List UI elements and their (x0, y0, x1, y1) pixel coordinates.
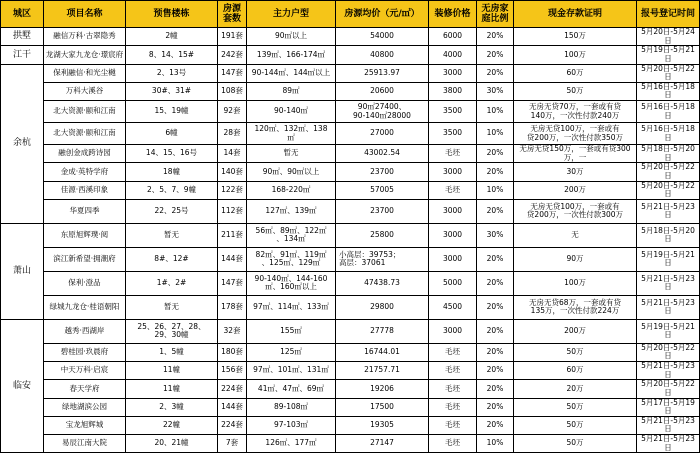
units-cell: 178套 (218, 295, 247, 319)
city-cell-gongshu: 拱墅 (1, 28, 44, 46)
table-row (1, 82, 700, 100)
units-cell: 14套 (218, 145, 247, 163)
project-cell: 绿地湖滨公园 (44, 398, 126, 416)
table-row (1, 362, 700, 380)
cash-cell: 100万 (514, 271, 637, 295)
price-cell: 47438.73 (336, 271, 429, 295)
header-project: 项目名称 (44, 1, 126, 28)
table-row (1, 247, 700, 271)
decor-cell: 4500 (429, 295, 477, 319)
decor-cell: 毛坯 (429, 435, 477, 453)
project-cell: 春天学府 (44, 380, 126, 398)
units-cell: 32套 (218, 319, 247, 343)
project-cell: 北大资源·颐和江南 (44, 123, 126, 145)
city-cell-linan: 临安 (1, 319, 44, 453)
time-cell: 5月21日-5月23日 (637, 362, 700, 380)
time-cell: 5月21日-5月23日 (637, 435, 700, 453)
layout-cell: 41㎡、47㎡、69㎡ (247, 380, 336, 398)
ratio-cell: 10% (477, 101, 514, 123)
table-row (1, 145, 700, 163)
header-cash: 现金存款证明 (514, 1, 637, 28)
cash-cell: 50万 (514, 416, 637, 434)
project-cell: 融创金成跨诗园 (44, 145, 126, 163)
buildings-cell: 15、19幢 (126, 101, 218, 123)
time-cell: 5月16日-5月18日 (637, 101, 700, 123)
units-cell: 7套 (218, 435, 247, 453)
decor-cell: 5000 (429, 271, 477, 295)
project-cell: 金成·英特学府 (44, 163, 126, 181)
ratio-cell: 20% (477, 163, 514, 181)
decor-cell: 3000 (429, 223, 477, 247)
time-cell: 5月21日-5月23日 (637, 271, 700, 295)
buildings-cell: 8#、12# (126, 247, 218, 271)
time-cell: 5月21日-5月23日 (637, 199, 700, 223)
cash-cell: 60万 (514, 362, 637, 380)
time-cell: 5月18日-5月20日 (637, 145, 700, 163)
project-cell: 越秀·西湖岸 (44, 319, 126, 343)
cash-cell: 50万 (514, 435, 637, 453)
ratio-cell: 20% (477, 362, 514, 380)
layout-cell: 89-108㎡ (247, 398, 336, 416)
project-cell: 滨江新希望·拥潮府 (44, 247, 126, 271)
units-cell: 147套 (218, 271, 247, 295)
cash-cell: 200万 (514, 319, 637, 343)
decor-cell: 毛坯 (429, 416, 477, 434)
price-cell: 23700 (336, 163, 429, 181)
layout-cell: 90㎡、90㎡以上 (247, 163, 336, 181)
decor-cell: 毛坯 (429, 343, 477, 361)
price-cell: 23700 (336, 199, 429, 223)
table-row (1, 181, 700, 199)
buildings-cell: 2、5、7、9幢 (126, 181, 218, 199)
price-line-b: 高层：37061 (339, 258, 386, 268)
cash-cell: 30万 (514, 163, 637, 181)
price-cell: 54000 (336, 28, 429, 46)
ratio-cell: 20% (477, 416, 514, 434)
layout-cell: 125㎡ (247, 343, 336, 361)
units-cell: 211套 (218, 223, 247, 247)
ratio-cell: 20% (477, 28, 514, 46)
price-cell: 20600 (336, 82, 429, 100)
buildings-cell: 1、5幢 (126, 343, 218, 361)
buildings-cell: 2、3幢 (126, 398, 218, 416)
buildings-cell: 暂无 (126, 223, 218, 247)
layout-cell: 90-144㎡、144㎡以上 (247, 64, 336, 82)
time-cell: 5月19日-5月21日 (637, 247, 700, 271)
price-cell: 57005 (336, 181, 429, 199)
price-cell: 27000 (336, 123, 429, 145)
buildings-cell: 30#、31# (126, 82, 218, 100)
cash-cell: 无房无贷70万，一套或有贷 140万，一次性付款240万 (514, 101, 637, 123)
buildings-cell: 2、13号 (126, 64, 218, 82)
table-row (1, 46, 700, 64)
table-row (1, 271, 700, 295)
header-layout: 主力户型 (247, 1, 336, 28)
header-row (1, 1, 700, 28)
buildings-cell: 1#、2# (126, 271, 218, 295)
cash-cell: 60万 (514, 64, 637, 82)
price-cell: 19305 (336, 416, 429, 434)
project-cell: 保利融信·和光尘樾 (44, 64, 126, 82)
decor-cell: 毛坯 (429, 380, 477, 398)
layout-cell: 97㎡、101㎡、131㎡ (247, 362, 336, 380)
time-cell: 5月20日-5月22日 (637, 64, 700, 82)
cash-cell: 20万 (514, 380, 637, 398)
table-row (1, 163, 700, 181)
decor-cell: 3000 (429, 64, 477, 82)
project-cell: 碧桂园·玖晨府 (44, 343, 126, 361)
price-cell: 90㎡27400、 90-140㎡28000 (336, 101, 429, 123)
decor-cell: 3000 (429, 199, 477, 223)
ratio-cell: 20% (477, 199, 514, 223)
layout-cell: 56㎡、89㎡、122㎡ 、134㎡ (247, 223, 336, 247)
decor-cell: 3000 (429, 247, 477, 271)
ratio-cell: 20% (477, 247, 514, 271)
decor-cell: 3500 (429, 101, 477, 123)
table-row (1, 416, 700, 434)
table-row (1, 64, 700, 82)
header-price: 房源均价（元/㎡） (336, 1, 429, 28)
project-cell: 万科大溪谷 (44, 82, 126, 100)
table-row (1, 123, 700, 145)
cash-cell: 无房无贷100万，一套或有 贷200万，一次性付款300万 (514, 199, 637, 223)
project-cell: 易辰江南大院 (44, 435, 126, 453)
project-cell: 龙湖大家九龙仓·璟宸府 (44, 46, 126, 64)
units-cell: 28套 (218, 123, 247, 145)
table-row (1, 435, 700, 453)
time-cell: 5月20日-5月22日 (637, 380, 700, 398)
time-cell: 5月16日-5月18日 (637, 123, 700, 145)
price-cell: 19206 (336, 380, 429, 398)
layout-cell: 暂无 (247, 145, 336, 163)
units-cell: 180套 (218, 343, 247, 361)
table-row (1, 398, 700, 416)
price-line-a: 小高层：39753； (339, 249, 401, 259)
buildings-cell: 11幢 (126, 380, 218, 398)
units-cell: 156套 (218, 362, 247, 380)
layout-cell: 90-140㎡ (247, 101, 336, 123)
layout-cell: 126㎡、177㎡ (247, 435, 336, 453)
layout-cell: 120㎡、132㎡、138 ㎡ (247, 123, 336, 145)
ratio-cell: 20% (477, 343, 514, 361)
price-cell: 43002.54 (336, 145, 429, 163)
header-city: 城区 (1, 1, 44, 28)
decor-cell: 3000 (429, 319, 477, 343)
layout-cell: 155㎡ (247, 319, 336, 343)
layout-cell: 90-140㎡、144-160 ㎡、160㎡以上 (247, 271, 336, 295)
ratio-cell: 20% (477, 271, 514, 295)
header-nohouse-ratio: 无房家庭比例 (477, 1, 514, 28)
units-cell: 144套 (218, 247, 247, 271)
layout-cell: 82㎡、91㎡、119㎡ 、125㎡、129㎡ (247, 247, 336, 271)
units-cell: 224套 (218, 380, 247, 398)
price-cell: 25800 (336, 223, 429, 247)
table-row (1, 101, 700, 123)
price-cell (336, 247, 429, 271)
header-decor: 装修价格 (429, 1, 477, 28)
project-cell: 保利·澄品 (44, 271, 126, 295)
price-cell: 16744.01 (336, 343, 429, 361)
buildings-cell: 20、21幢 (126, 435, 218, 453)
table-row (1, 343, 700, 361)
ratio-cell: 20% (477, 319, 514, 343)
layout-cell: 97-103㎡ (247, 416, 336, 434)
decor-cell: 毛坯 (429, 362, 477, 380)
decor-cell: 毛坯 (429, 398, 477, 416)
cash-cell: 无房无贷100万，一套或有 贷200万，一次性付款350万 (514, 123, 637, 145)
decor-cell: 毛坯 (429, 145, 477, 163)
cash-cell: 50万 (514, 343, 637, 361)
cash-cell: 200万 (514, 181, 637, 199)
units-cell: 122套 (218, 181, 247, 199)
buildings-cell: 14、15、16号 (126, 145, 218, 163)
decor-cell: 3000 (429, 163, 477, 181)
time-cell: 5月21日-5月23日 (637, 416, 700, 434)
price-cell: 17500 (336, 398, 429, 416)
buildings-cell: 25、26、27、28、 29、30幢 (126, 319, 218, 343)
ratio-cell: 20% (477, 398, 514, 416)
time-cell: 5月18日-5月20日 (637, 223, 700, 247)
project-cell: 融信万科·古翠隐秀 (44, 28, 126, 46)
buildings-cell: 22幢 (126, 416, 218, 434)
project-cell: 佳源·西溪印象 (44, 181, 126, 199)
buildings-cell: 18幢 (126, 163, 218, 181)
ratio-cell: 10% (477, 435, 514, 453)
city-cell-yuhang: 余杭 (1, 64, 44, 223)
cash-cell: 无房无贷150万，一套或有贷300万，一 (514, 145, 637, 163)
time-cell: 5月20日-5月24日 (637, 28, 700, 46)
units-cell: 92套 (218, 101, 247, 123)
decor-cell: 6000 (429, 28, 477, 46)
header-units: 房源套数 (218, 1, 247, 28)
project-cell: 北大资源·颐和江南 (44, 101, 126, 123)
layout-cell: 90㎡以上 (247, 28, 336, 46)
buildings-cell: 22、25号 (126, 199, 218, 223)
time-cell: 5月17日-5月19日 (637, 398, 700, 416)
price-cell: 21757.71 (336, 362, 429, 380)
buildings-cell: 2幢 (126, 28, 218, 46)
time-cell: 5月20日-5月22日 (637, 163, 700, 181)
header-buildings: 预售楼栋 (126, 1, 218, 28)
project-cell: 宝龙旭辉城 (44, 416, 126, 434)
cash-cell: 150万 (514, 28, 637, 46)
price-cell: 27778 (336, 319, 429, 343)
ratio-cell: 20% (477, 295, 514, 319)
city-cell-jianggan: 江干 (1, 46, 44, 64)
cash-cell: 50万 (514, 82, 637, 100)
city-cell-xiaoshan: 萧山 (1, 223, 44, 319)
units-cell: 140套 (218, 163, 247, 181)
project-cell: 中天万科·启宸 (44, 362, 126, 380)
units-cell: 242套 (218, 46, 247, 64)
layout-cell: 97㎡、114㎡、133㎡ (247, 295, 336, 319)
header-regtime: 报号登记时间 (637, 1, 700, 28)
layout-cell: 127㎡、139㎡ (247, 199, 336, 223)
table-row (1, 199, 700, 223)
layout-cell: 139㎡、166-174㎡ (247, 46, 336, 64)
table-row (1, 380, 700, 398)
price-cell: 27147 (336, 435, 429, 453)
cash-cell: 无房无贷68万，一套或有贷 135万，一次性付款224万 (514, 295, 637, 319)
ratio-cell: 20% (477, 46, 514, 64)
cash-cell: 50万 (514, 398, 637, 416)
time-cell: 5月19日-5月21日 (637, 319, 700, 343)
units-cell: 108套 (218, 82, 247, 100)
price-cell: 25913.97 (336, 64, 429, 82)
price-cell: 29800 (336, 295, 429, 319)
units-cell: 112套 (218, 199, 247, 223)
decor-cell: 4000 (429, 46, 477, 64)
units-cell: 147套 (218, 64, 247, 82)
time-cell: 5月20日-5月22日 (637, 181, 700, 199)
ratio-cell: 20% (477, 145, 514, 163)
ratio-cell: 10% (477, 181, 514, 199)
price-cell: 40800 (336, 46, 429, 64)
project-cell: 绿城九龙仓·桂语朝阳 (44, 295, 126, 319)
ratio-cell: 20% (477, 380, 514, 398)
units-cell: 191套 (218, 28, 247, 46)
table-row (1, 28, 700, 46)
decor-cell: 毛坯 (429, 181, 477, 199)
ratio-cell: 30% (477, 82, 514, 100)
buildings-cell: 11幢 (126, 362, 218, 380)
table-row (1, 223, 700, 247)
layout-cell: 168-220㎡ (247, 181, 336, 199)
cash-cell: 无 (514, 223, 637, 247)
time-cell: 5月19日-5月21日 (637, 46, 700, 64)
units-cell: 144套 (218, 398, 247, 416)
decor-cell: 3800 (429, 82, 477, 100)
buildings-cell: 暂无 (126, 295, 218, 319)
layout-cell: 89㎡ (247, 82, 336, 100)
cash-cell: 90万 (514, 247, 637, 271)
ratio-cell: 30% (477, 223, 514, 247)
project-cell: 华夏四季 (44, 199, 126, 223)
cash-cell: 100万 (514, 46, 637, 64)
units-cell: 224套 (218, 416, 247, 434)
time-cell: 5月16日-5月18日 (637, 82, 700, 100)
buildings-cell: 6幢 (126, 123, 218, 145)
decor-cell: 3500 (429, 123, 477, 145)
time-cell: 5月20日-5月22日 (637, 343, 700, 361)
time-cell: 5月21日-5月23日 (637, 295, 700, 319)
table-row (1, 319, 700, 343)
buildings-cell: 8、14、15# (126, 46, 218, 64)
ratio-cell: 10% (477, 123, 514, 145)
table-row (1, 295, 700, 319)
ratio-cell: 20% (477, 64, 514, 82)
project-cell: 东原旭辉璞·阅 (44, 223, 126, 247)
